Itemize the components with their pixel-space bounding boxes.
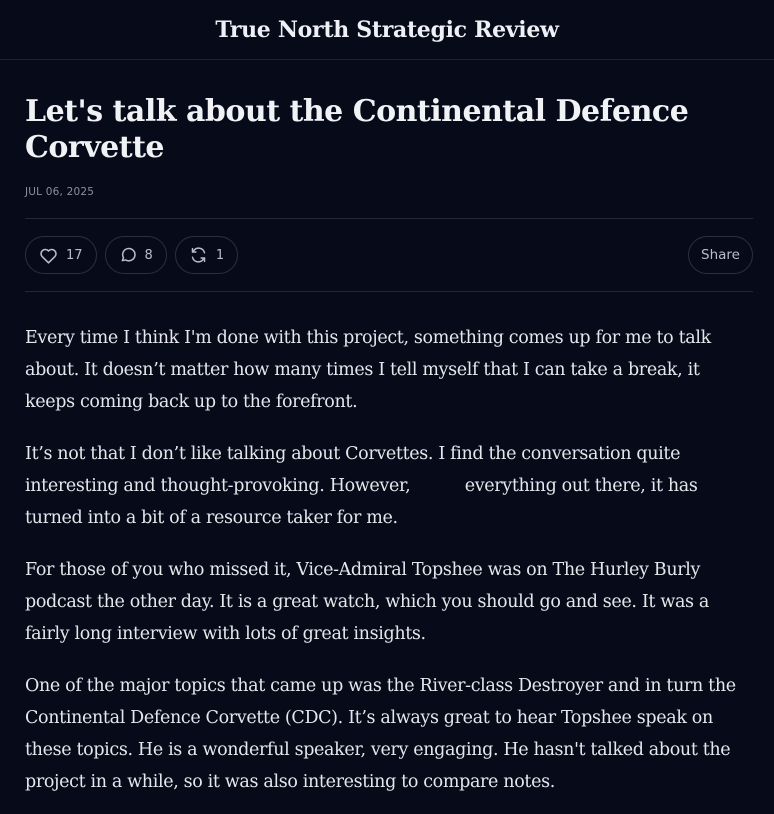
paragraph-text: It’s not that I don’t like talking about Corvettes. I find the conversation quite interesting and thought-provoking. However, bbox=[25, 444, 681, 496]
restack-button[interactable] bbox=[175, 236, 238, 274]
post-date: JUL 06, 2025 bbox=[25, 186, 95, 198]
share-label: Share bbox=[701, 247, 740, 263]
post-container bbox=[0, 94, 774, 798]
post-actions-bar bbox=[25, 219, 753, 291]
redacted-link[interactable] bbox=[416, 485, 460, 489]
post-title: Let's talk about the Continental Defence Corvette bbox=[25, 94, 689, 165]
comment-count: 8 bbox=[144, 247, 153, 263]
body-paragraph: Every time I think I'm done with this project, something comes up for me to talk about. It doesn’t matter how many times I tell myself that I can take a break, it keeps coming back up to the forefront. bbox=[25, 328, 711, 412]
restack-count: 1 bbox=[215, 247, 225, 263]
comment-button[interactable] bbox=[105, 236, 167, 274]
post-body bbox=[25, 322, 753, 798]
comment-bubble-icon bbox=[119, 246, 137, 264]
paragraph-text: everything out there, it has turned into a bit of a resource taker for me. bbox=[25, 476, 698, 528]
restack-icon bbox=[189, 246, 208, 264]
share-button[interactable] bbox=[688, 236, 753, 274]
body-paragraph: One of the major topics that came up was the River-class Destroyer and in turn the Continental Defence Corvette (CDC). It’s always great to hear Topshee speak on these topics. He is a wonderful speaker, very engaging. He hasn't talked about the project in a while, so it was also interesting to compare notes. bbox=[25, 676, 736, 792]
publication-name[interactable]: True North Strategic Review bbox=[215, 16, 559, 43]
heart-icon bbox=[39, 247, 58, 264]
like-button[interactable] bbox=[25, 236, 97, 274]
body-paragraph: For those of you who missed it, Vice-Admiral Topshee was on The Hurley Burly podcast the other day. It is a great watch, which you should go and see. It was a fairly long interview with lots of great insights. bbox=[25, 560, 709, 644]
like-count: 17 bbox=[66, 247, 83, 263]
divider bbox=[25, 291, 753, 292]
publication-header bbox=[0, 0, 774, 60]
body-paragraph bbox=[25, 438, 753, 534]
